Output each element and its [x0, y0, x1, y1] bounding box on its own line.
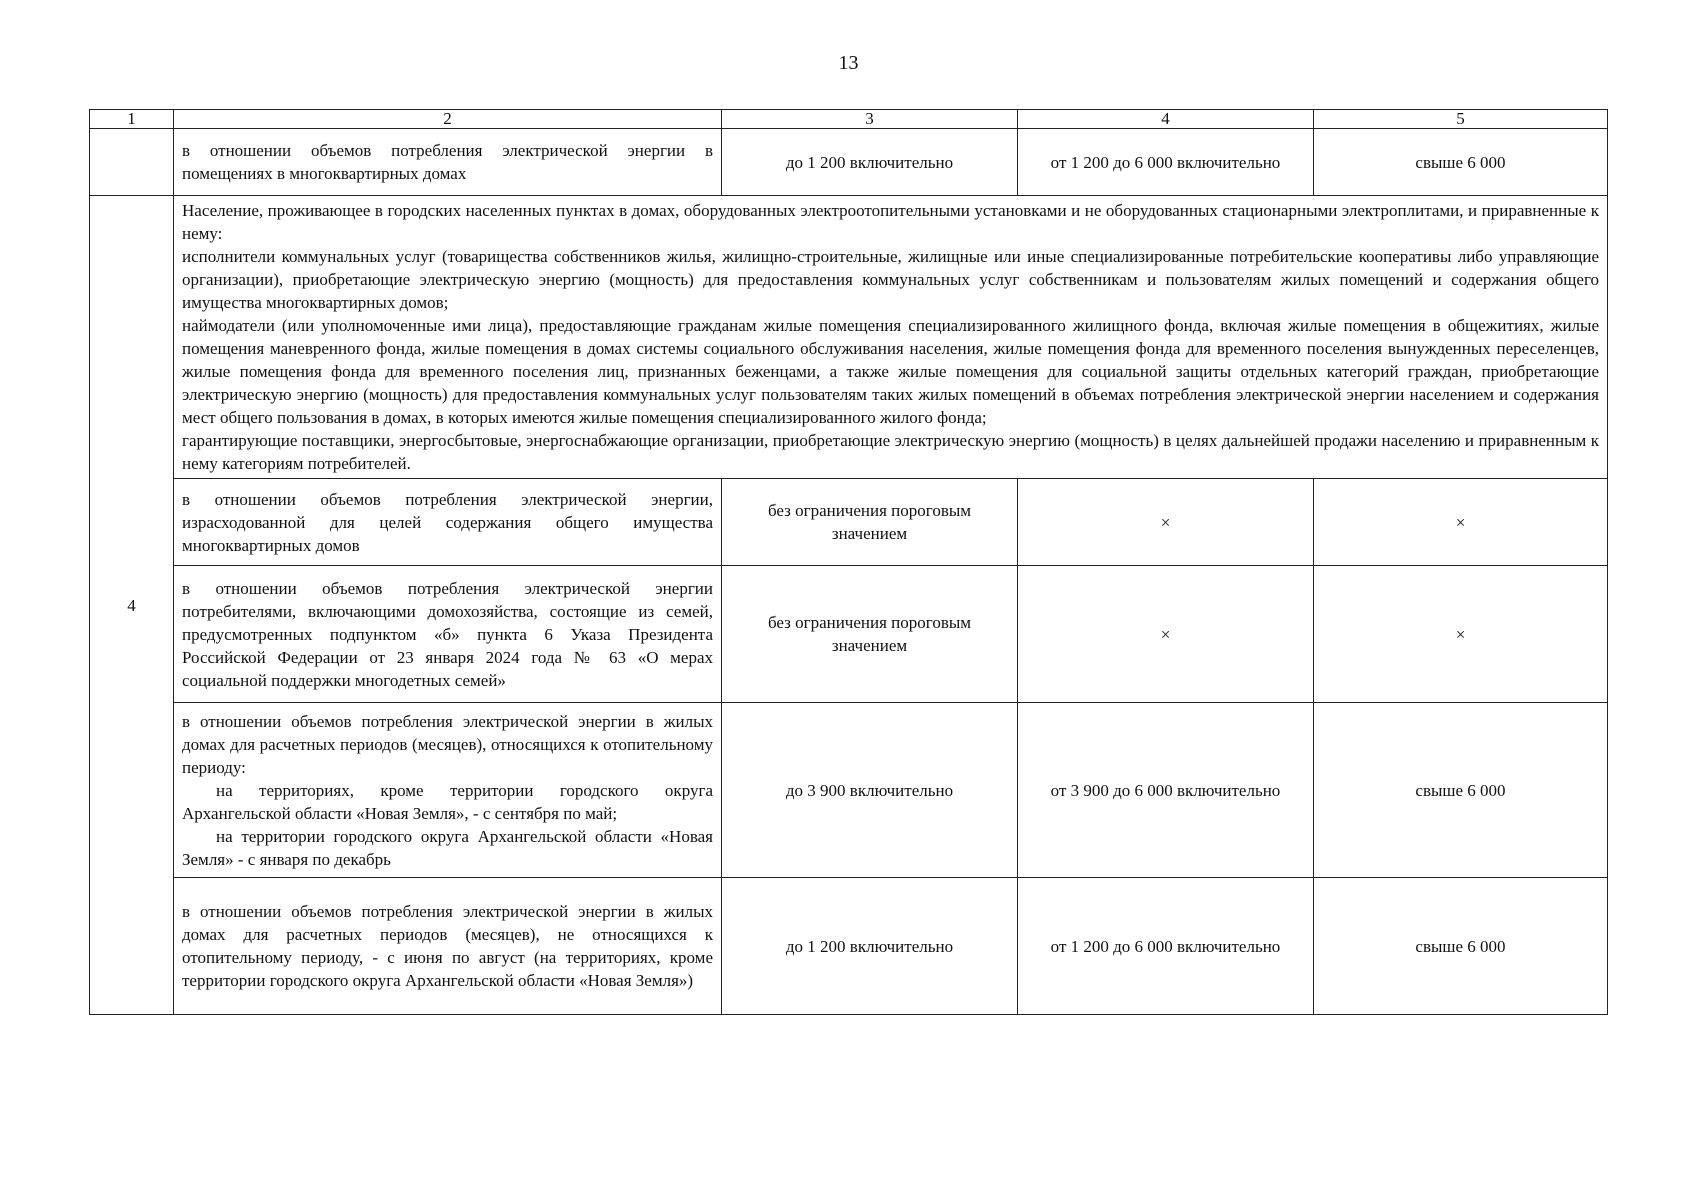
- header-col-5: 5: [1314, 110, 1608, 129]
- threshold-col4: от 1 200 до 6 000 включительно: [1018, 878, 1314, 1015]
- threshold-col3: до 1 200 включительно: [722, 129, 1018, 196]
- row-description-main: в отношении объемов потребления электрической энергии в жилых домах для расчетных периодов (месяцев), относящихся к отопительному периоду:: [182, 711, 713, 777]
- threshold-col3: без ограничения пороговым значением: [722, 566, 1018, 703]
- threshold-col5: ×: [1314, 479, 1608, 566]
- group-intro-row: [90, 196, 1608, 479]
- row-description: в отношении объемов потребления электрической энергии в помещениях в многоквартирных домах: [174, 129, 722, 196]
- threshold-col4: от 1 200 до 6 000 включительно: [1018, 129, 1314, 196]
- threshold-col4: ×: [1018, 479, 1314, 566]
- table-row: [90, 703, 1608, 878]
- threshold-col4: от 3 900 до 6 000 включительно: [1018, 703, 1314, 878]
- header-col-2: 2: [174, 110, 722, 129]
- row-description: в отношении объемов потребления электрической энергии в жилых домах для расчетных периодов (месяцев), не относящихся к отопительному периоду, - с июня по август (на территориях, кроме территории городского округа Архангельской области «Новая Земля»): [174, 878, 722, 1015]
- table-row: [90, 878, 1608, 1015]
- row-description-sub: на территории городского округа Архангельской области «Новая Земля» - с января по декабрь: [182, 826, 713, 869]
- row-description-sub: на территориях, кроме территории городского округа Архангельской области «Новая Земля», - с сентября по май;: [182, 780, 713, 823]
- threshold-col4: ×: [1018, 566, 1314, 703]
- threshold-col5: свыше 6 000: [1314, 703, 1608, 878]
- intro-paragraph: гарантирующие поставщики, энергосбытовые, энергоснабжающие организации, приобретающие электрическую энергию (мощность) в целях дальнейшей продажи населению и приравненным к нему категориям потребителей.: [182, 431, 1599, 473]
- threshold-col5: ×: [1314, 566, 1608, 703]
- table-row: [90, 129, 1608, 196]
- intro-paragraph: исполнители коммунальных услуг (товарищества собственников жилья, жилищно-строительные, жилищные или иные специализированные потребительские кооперативы либо управляющие организации), приобретающие электрическую энергию (мощность) для предоставления коммунальных услуг собственникам и пользователям жилых помещений и содержания общего имущества многоквартирных домов;: [182, 247, 1599, 312]
- header-col-3: 3: [722, 110, 1018, 129]
- intro-paragraph: наймодатели (или уполномоченные ими лица), предоставляющие гражданам жилые помещения специализированного жилищного фонда, включая жилые помещения в общежитиях, жилые помещения маневренного фонда, жилые помещения в домах системы социального обслуживания населения, жилые помещения фонда для временного поселения вынужденных переселенцев, жилые помещения фонда для временного поселения лиц, признанных беженцами, а также жилые помещения для социальной защиты отдельных категорий граждан, приобретающие электрическую энергию (мощность) для предоставления коммунальных услуг пользователям таких жилых помещений в объемах потребления электрической энергии населением и содержания мест общего пользования в домах, в которых имеются жилые помещения специализированного жилого фонда;: [182, 316, 1599, 427]
- row-description: в отношении объемов потребления электрической энергии, израсходованной для целей содержания общего имущества многоквартирных домов: [174, 479, 722, 566]
- threshold-col5: свыше 6 000: [1314, 129, 1608, 196]
- header-col-4: 4: [1018, 110, 1314, 129]
- page-number: 13: [838, 52, 859, 74]
- threshold-col5: свыше 6 000: [1314, 878, 1608, 1015]
- row-description: в отношении объемов потребления электрической энергии потребителями, включающими домохозяйства, состоящие из семей, предусмотренных подпунктом «б» пункта 6 Указа Президента Российской Федерации от 23 января 2024 года № 63 «О мерах социальной поддержки многодетных семей»: [174, 566, 722, 703]
- tariff-table: [89, 109, 1608, 1015]
- table-row: [90, 566, 1608, 703]
- table-row: [90, 479, 1608, 566]
- threshold-col3: до 1 200 включительно: [722, 878, 1018, 1015]
- intro-paragraph: Население, проживающее в городских населенных пунктах в домах, оборудованных электроотопительными установками и не оборудованных стационарными электроплитами, и приравненные к нему:: [182, 201, 1599, 243]
- header-col-1: 1: [90, 110, 174, 129]
- group-intro: [174, 196, 1608, 479]
- threshold-col3: без ограничения пороговым значением: [722, 479, 1018, 566]
- group-number: 4: [90, 196, 174, 1015]
- row-description: [174, 703, 722, 878]
- header-row: [90, 110, 1608, 129]
- threshold-col3: до 3 900 включительно: [722, 703, 1018, 878]
- row-number-cell: [90, 129, 174, 196]
